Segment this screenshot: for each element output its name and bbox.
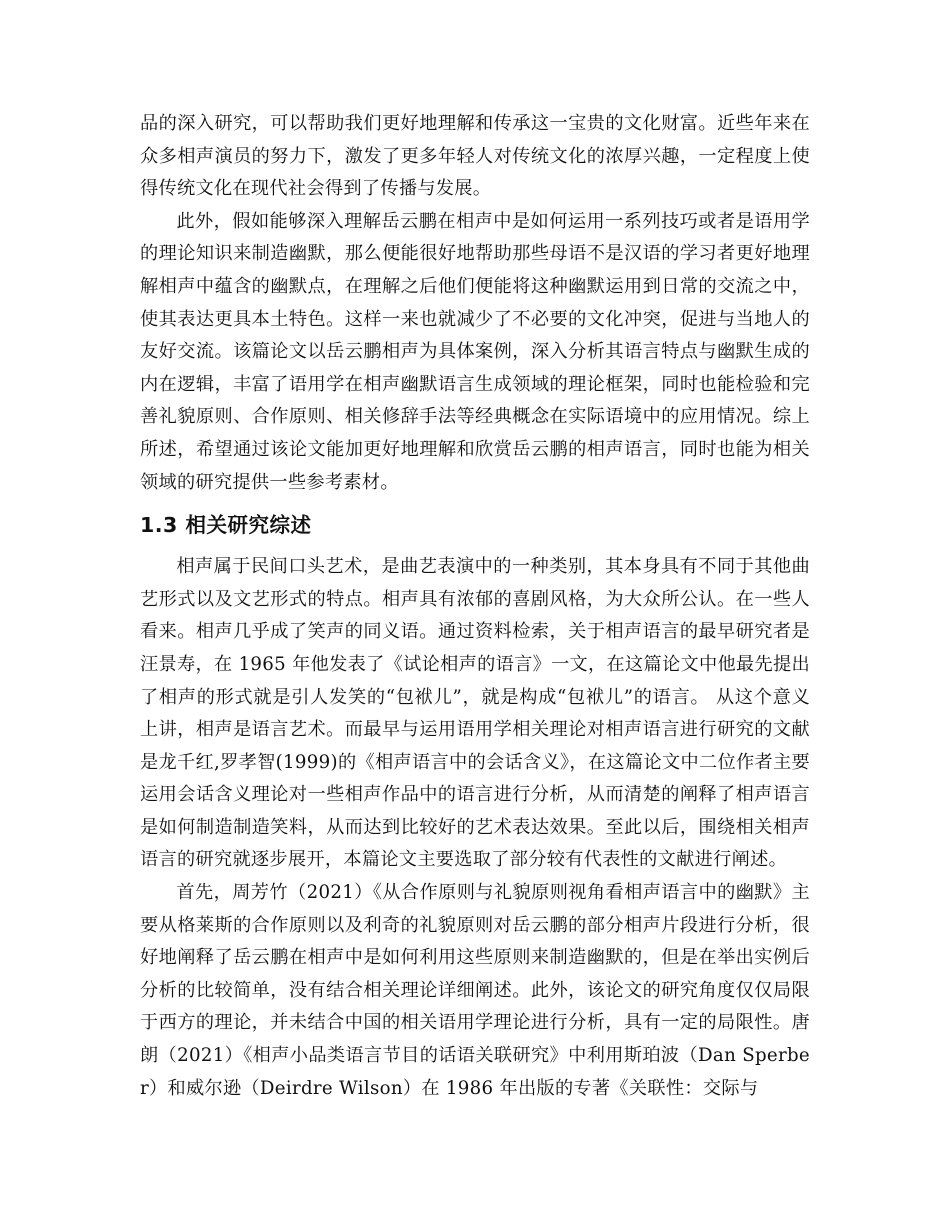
paragraph-significance: 此外，假如能够深入理解岳云鹏在相声中是如何运用一系列技巧或者是语用学的理论知识来制造幽默，那么便能很好地帮助那些母语不是汉语的学习者更好地理解相声中蕴含的幽默点，在理解之后他们便能将这种幽默运用到日常的交流之中，使其表达更具本土特色。这样一来也就减少了不必要的文化冲突，促进与当地人的友好交流。该篇论文以岳云鹏相声为具体案例，深入分析其语言特点与幽默生成的内在逻辑，丰富了语用学在相声幽默语言生成领域的理论框架，同时也能检验和完善礼貌原则、合作原则、相关修辞手法等经典概念在实际语境中的应用情况。综上所述，希望通过该论文能加更好地理解和欣赏岳云鹏的相声语言，同时也能为相关领域的研究提供一些参考素材。 [140, 210, 810, 493]
paragraph-continued: 品的深入研究，可以帮助我们更好地理解和传承这一宝贵的文化财富。近些年来在众多相声演员的努力下，激发了更多年轻人对传统文化的浓厚兴趣，一定程度上使得传统文化在现代社会得到了传播与发展。 [140, 113, 810, 200]
paragraph-review-first: 首先，周芳竹（2021）《从合作原则与礼貌原则视角看相声语言中的幽默》主要从格莱斯的合作原则以及利奇的礼貌原则对岳云鹏的部分相声片段进行分析，很好地阐释了岳云鹏在相声中是如何利用这些原则来制造幽默的，但是在举出实例后分析的比较简单，没有结合相关理论详细阐述。此外，该论文的研究角度仅仅局限于西方的理论，并未结合中国的相关语用学理论进行分析，具有一定的局限性。唐朗（2021）《相声小品类语言节目的话语关联研究》中利用斯珀波（Dan Sperber）和威尔逊（Deirdre Wilson）在 1986 年出版的专著《关联性：交际与 [140, 882, 810, 1099]
section-heading: 1.3 相关研究综述 [140, 513, 312, 538]
document-page [140, 108, 810, 1105]
paragraph-review-intro: 相声属于民间口头艺术，是曲艺表演中的一种类别，其本身具有不同于其他曲艺形式以及文艺形式的特点。相声具有浓郁的喜剧风格，为大众所公认。在一些人看来。相声几乎成了笑声的同义语。通过资料检索，关于相声语言的最早研究者是汪景寿，在 1965 年他发表了《试论相声的语言》一文，在这篇论文中他最先提出了相声的形式就是引人发笑的“包袱儿”，就是构成“包袱儿”的语言。 从这个意义上讲，相声是语言艺术。而最早与运用语用学相关理论对相声语言进行研究的文献是龙千红,罗孝智(1999)的《相声语言中的会话含义》，在这篇论文中二位作者主要运用会话含义理论对一些相声作品中的语言进行分析，从而清楚的阐释了相声语言是如何制造制造笑料，从而达到比较好的艺术表达效果。至此以后，围绕相关相声语言的研究就逐步展开，本篇论文主要选取了部分较有代表性的文献进行阐述。 [140, 556, 810, 871]
